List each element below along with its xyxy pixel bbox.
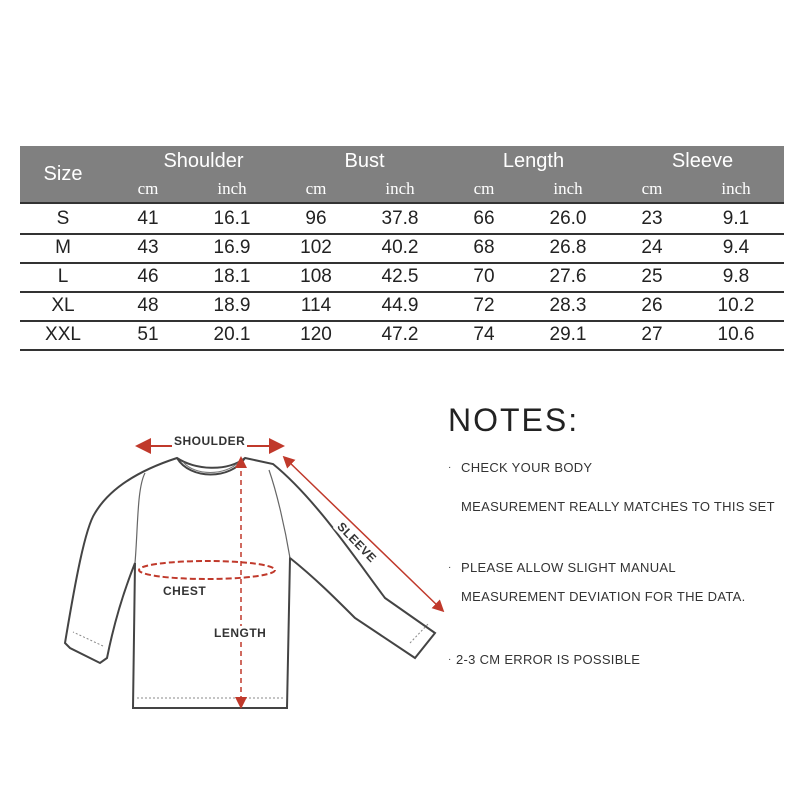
value-cell: 16.9 <box>213 236 251 258</box>
unit-header: cm <box>473 179 495 198</box>
bullet-icon: · <box>448 654 452 665</box>
table-row <box>20 202 784 235</box>
note-line: MEASUREMENT DEVIATION FOR THE DATA. <box>461 589 746 604</box>
bullet-icon: · <box>448 462 452 473</box>
value-cell: 26.8 <box>549 236 587 258</box>
value-cell: 37.8 <box>381 207 419 229</box>
value-cell: 72 <box>473 294 495 316</box>
value-cell: 16.1 <box>213 207 251 229</box>
table-row <box>20 233 784 264</box>
unit-header: inch <box>553 179 583 198</box>
size-cell: M <box>55 236 71 258</box>
value-cell: 9.8 <box>722 265 750 287</box>
size-table <box>20 146 784 346</box>
value-cell: 102 <box>300 236 332 258</box>
value-cell: 68 <box>473 236 495 258</box>
group-header-shoulder: Shoulder <box>163 149 244 172</box>
note-line: PLEASE ALLOW SLIGHT MANUAL <box>461 560 676 575</box>
value-cell: 25 <box>641 265 663 287</box>
value-cell: 18.9 <box>213 294 251 316</box>
value-cell: 29.1 <box>549 323 587 345</box>
value-cell: 66 <box>473 207 495 229</box>
value-cell: 18.1 <box>213 265 251 287</box>
note-line: MEASUREMENT REALLY MATCHES TO THIS SET <box>461 499 775 514</box>
value-cell: 27 <box>641 323 663 345</box>
unit-header-row <box>106 176 784 202</box>
value-cell: 47.2 <box>381 323 419 345</box>
unit-header: cm <box>305 179 327 198</box>
value-cell: 42.5 <box>381 265 419 287</box>
notes-section <box>448 402 793 667</box>
unit-header: inch <box>217 179 247 198</box>
shirt-outline-icon <box>55 418 455 718</box>
value-cell: 20.1 <box>213 323 251 345</box>
table-row <box>20 262 784 293</box>
group-header-sleeve: Sleeve <box>671 149 734 172</box>
value-cell: 40.2 <box>381 236 419 258</box>
value-cell: 26.0 <box>549 207 587 229</box>
value-cell: 10.6 <box>717 323 755 345</box>
unit-header: inch <box>721 179 751 198</box>
chest-label: CHEST <box>163 584 207 598</box>
value-cell: 120 <box>300 323 332 345</box>
value-cell: 70 <box>473 265 495 287</box>
value-cell: 51 <box>137 323 159 345</box>
size-cell: L <box>57 265 69 287</box>
value-cell: 114 <box>300 294 332 316</box>
value-cell: 41 <box>137 207 159 229</box>
shirt-diagram <box>55 418 455 718</box>
bullet-icon: · <box>448 562 452 573</box>
group-header-length: Length <box>502 149 565 172</box>
size-header: Size <box>20 146 106 202</box>
unit-header: inch <box>385 179 415 198</box>
size-cell: XXL <box>45 323 81 345</box>
value-cell: 10.2 <box>717 294 755 316</box>
value-cell: 43 <box>137 236 159 258</box>
group-header-row <box>106 146 784 176</box>
note-line: CHECK YOUR BODY <box>461 460 593 475</box>
value-cell: 28.3 <box>549 294 587 316</box>
value-cell: 46 <box>137 265 159 287</box>
value-cell: 9.1 <box>722 207 750 229</box>
value-cell: 96 <box>305 207 327 229</box>
shoulder-label: SHOULDER <box>174 434 246 448</box>
unit-header: cm <box>641 179 663 198</box>
value-cell: 108 <box>300 265 332 287</box>
size-cell: XL <box>51 294 75 316</box>
table-row <box>20 291 784 322</box>
value-cell: 74 <box>473 323 495 345</box>
value-cell: 27.6 <box>549 265 587 287</box>
length-label: LENGTH <box>214 626 267 640</box>
value-cell: 23 <box>641 207 663 229</box>
value-cell: 24 <box>641 236 663 258</box>
value-cell: 44.9 <box>381 294 419 316</box>
sleeve-label: SLEEVE <box>334 519 380 566</box>
notes-title: NOTES: <box>448 402 580 438</box>
value-cell: 26 <box>641 294 663 316</box>
unit-header: cm <box>137 179 159 198</box>
value-cell: 48 <box>137 294 159 316</box>
table-row <box>20 320 784 351</box>
group-header-bust: Bust <box>344 149 385 172</box>
value-cell: 9.4 <box>722 236 750 258</box>
size-cell: S <box>56 207 70 229</box>
note-line: 2-3 CM ERROR IS POSSIBLE <box>456 652 641 667</box>
